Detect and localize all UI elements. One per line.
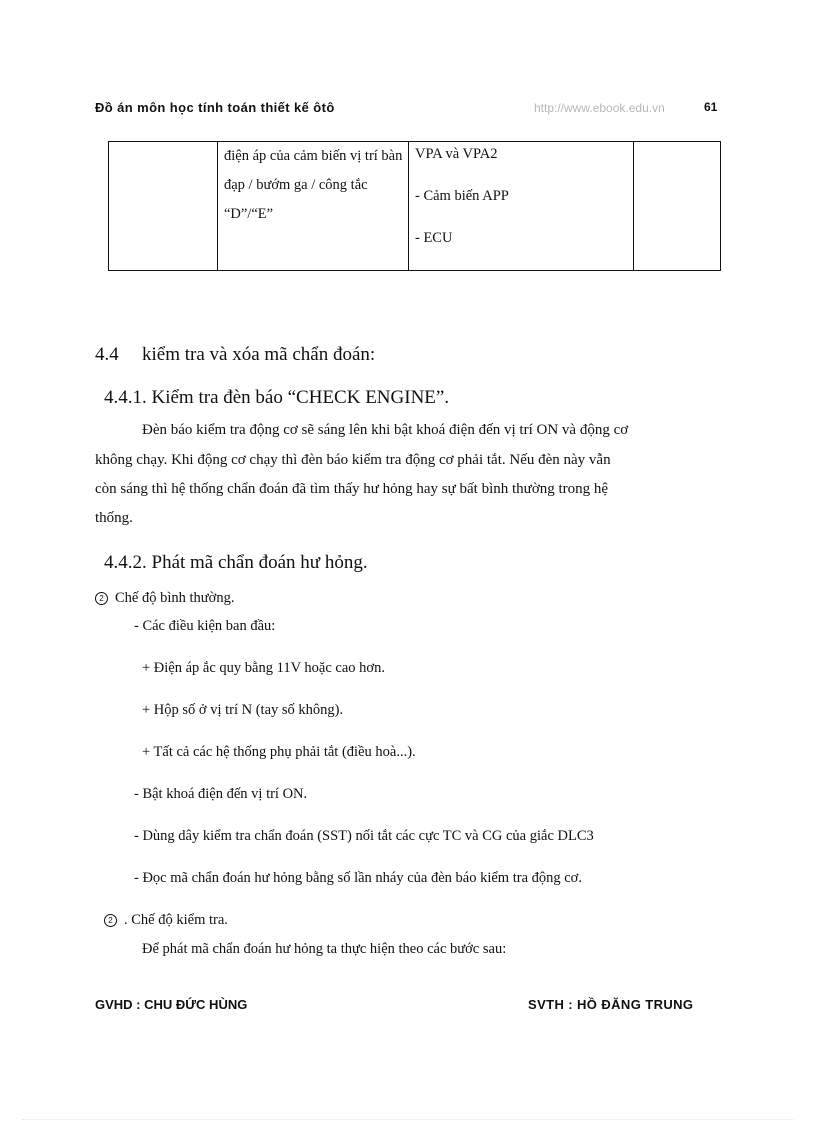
section-4-4-1-heading: 4.4.1. Kiểm tra đèn báo “CHECK ENGINE”. [104,387,450,408]
list-item: + Điện áp ắc quy bằng 11V hoặc cao hơn. [142,660,385,676]
section-4-4-number: 4.4 [95,344,119,365]
footer-supervisor: GVHD : CHU ĐỨC HÙNG [95,997,248,1012]
normal-mode-title: Chế độ bình thường. [115,590,235,606]
list-item: - Dùng dây kiểm tra chẩn đoán (SST) nối tắt các cực TC và CG của giắc DLC3 [134,828,594,844]
paragraph-line: không chạy. Khi động cơ chạy thì đèn báo kiểm tra động cơ phải tắt. Nếu đèn này vẫn [95,452,611,468]
component-line: - Cảm biến APP [415,188,509,204]
list-item: - Bật khoá điện đến vị trí ON. [134,786,308,802]
component-line: - ECU [415,230,453,246]
section-4-4-title: kiểm tra và xóa mã chẩn đoán: [142,344,376,365]
paragraph-line: còn sáng thì hệ thống chẩn đoán đã tìm thấy hư hỏng hay sự bất bình thường trong hệ [95,481,609,497]
test-mode-intro: Để phát mã chẩn đoán hư hỏng ta thực hiện theo các bước sau: [142,941,507,957]
table-cell-description: điện áp của cảm biến vị trí bàn đạp / bướm ga / công tắc “D”/“E” [218,142,409,271]
header-url: http://www.ebook.edu.vn [534,101,665,115]
test-mode-heading [104,912,228,929]
list-item: - Các điều kiện ban đầu: [134,618,276,634]
page-number: 61 [704,100,718,114]
component-line: VPA và VPA2 [415,146,498,162]
normal-mode-heading [95,590,234,607]
page-bottom-border [22,1119,794,1120]
paragraph-line: thống. [95,510,133,526]
paragraph-line: Đèn báo kiểm tra động cơ sẽ sáng lên khi bật khoá điện đến vị trí ON và động cơ [142,422,629,438]
table-row [109,142,721,271]
footer-student: SVTH : HỒ ĐĂNG TRUNG [528,997,694,1012]
table-cell-empty-1 [109,142,218,271]
test-mode-title: . Chế độ kiểm tra. [124,912,228,928]
section-4-4-2-heading: 4.4.2. Phát mã chẩn đoán hư hỏng. [104,552,368,573]
circled-number-icon: 2 [104,914,117,927]
continuation-table [108,141,721,271]
document-header-title: Đồ án môn học tính toán thiết kế ôtô [95,100,335,115]
circled-number-icon: 2 [95,592,108,605]
list-item: + Tất cả các hệ thống phụ phải tắt (điều hoà...). [142,744,416,760]
table-cell-empty-2 [634,142,721,271]
table-cell-components [409,142,634,271]
list-item: - Đọc mã chẩn đoán hư hỏng bằng số lần nháy của đèn báo kiểm tra động cơ. [134,870,582,886]
list-item: + Hộp số ở vị trí N (tay số không). [142,702,344,718]
